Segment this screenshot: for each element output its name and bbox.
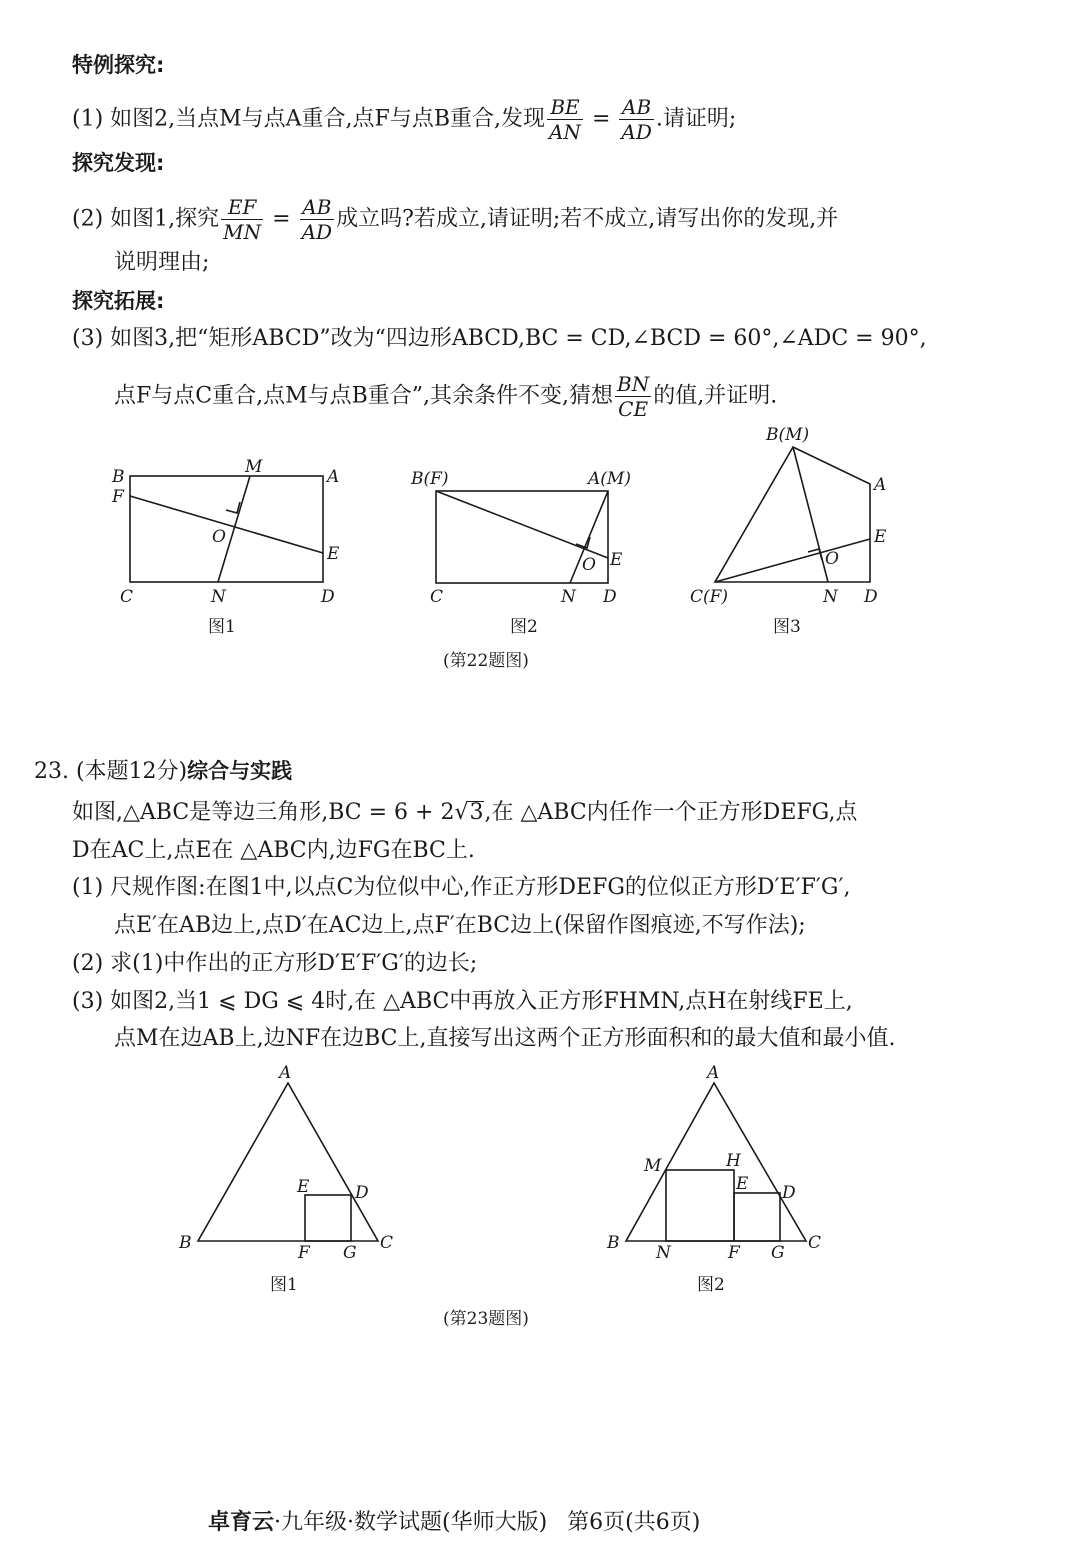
- fig23-1-label-b: B: [179, 1233, 192, 1253]
- fig23-2-label-n: N: [656, 1243, 671, 1263]
- q23-1-line1: (1) 尺规作图:在图1中,以点C为位似中心,作正方形DEFG的位似正方形D′E′F′G′,: [72, 875, 851, 900]
- fig23-1-label-f: F: [298, 1243, 310, 1263]
- discover-heading: 探究发现:: [72, 151, 165, 175]
- q23-intro-line2: D在AC上,点E在 △ABC内,边FG在BC上.: [72, 838, 475, 863]
- fig23-1-label-e: E: [297, 1177, 310, 1197]
- fig23-1-square-defg: [305, 1195, 351, 1241]
- sqrt-three: 3: [469, 800, 484, 825]
- q23-title-bold: 综合与实践: [187, 759, 293, 783]
- q22-3-line1: (3) 如图3,把“矩形ABCD”改为“四边形ABCD,BC = CD,∠BCD = 60°,∠ADC = 90°,: [72, 326, 927, 351]
- fig1-rectangle: [130, 476, 323, 582]
- figures-22-caption: (第22题图): [443, 651, 529, 671]
- q23-2: (2) 求(1)中作出的正方形D′E′F′G′的边长;: [72, 951, 478, 976]
- fig1-label-f: F: [112, 487, 124, 507]
- fig2-label-am: A(M): [588, 469, 631, 489]
- fig2-label-n: N: [561, 587, 576, 607]
- fig1-label-m: M: [245, 457, 263, 477]
- fig23-2-label-d: D: [782, 1183, 796, 1203]
- fig3-label-o: O: [825, 549, 839, 569]
- figures-23: [0, 1060, 1080, 1340]
- fig2-line-be: [436, 491, 608, 558]
- fig23-2-label-f: F: [728, 1243, 740, 1263]
- footer-text: ·九年级·数学试题(华师大版): [274, 1510, 548, 1535]
- fig1-label-d: D: [321, 587, 335, 607]
- extend-heading: 探究拓展:: [72, 289, 165, 313]
- fig1-line-fe: [130, 496, 323, 553]
- fig1-label-e: E: [327, 544, 340, 564]
- fig1-label-o: O: [212, 527, 226, 547]
- fig2-label-e: E: [610, 550, 623, 570]
- fig3-label-n: N: [823, 587, 838, 607]
- fig23-1-label-g: G: [343, 1243, 357, 1263]
- page-footer: [208, 1505, 700, 1536]
- figures-22: [0, 420, 1080, 680]
- fig2-label-d: D: [603, 587, 617, 607]
- fraction-ab-ad: $\frac{AB}{AD}$: [621, 95, 652, 144]
- fig3-label-bm: B(M): [766, 425, 810, 445]
- q23-title: 23. (本题12分)综合与实践: [34, 759, 293, 784]
- fig23-1-label-c: C: [380, 1233, 394, 1253]
- q23-3-line1: (3) 如图2,当1 ⩽ DG ⩽ 4时,在 △ABC中再放入正方形FHMN,点H在射线FE上,: [72, 989, 853, 1014]
- fig3-line-ce: [715, 539, 870, 582]
- fig1-label-b: B: [112, 467, 125, 487]
- footer-page: 第6页(共6页): [567, 1510, 701, 1535]
- fig23-2-caption: 图2: [697, 1275, 725, 1295]
- fig23-2-label-e: E: [736, 1174, 749, 1194]
- fig23-1-label-d: D: [355, 1183, 369, 1203]
- fig23-2-label-c: C: [808, 1233, 822, 1253]
- q22-2-prefix: (2) 如图1,探究: [72, 206, 220, 232]
- fig2-label-o: O: [582, 555, 596, 575]
- fig23-2-square-fhmn: [666, 1170, 734, 1241]
- fig3-label-d: D: [864, 587, 878, 607]
- figures-23-caption: (第23题图): [443, 1309, 529, 1329]
- fig23-1-caption: 图1: [270, 1275, 298, 1295]
- q22-1-prefix: (1) 如图2,当点M与点A重合,点F与点B重合,发现: [72, 106, 545, 132]
- fig3-label-cf: C(F): [690, 587, 729, 607]
- fraction-bn-ce: $\frac{BN}{CE}$: [617, 372, 650, 421]
- q22-1: (1) 如图2,当点M与点A重合,点F与点B重合,发现 $\frac{BE}{AN}$ = $\frac{AB}{AD}$ .请证明;: [72, 95, 737, 144]
- fig1-label-c: C: [120, 587, 134, 607]
- q22-3-line2: 点F与点C重合,点M与点B重合”,其余条件不变,猜想 $\frac{BN}{CE}$ 的值,并证明.: [114, 372, 778, 421]
- fig3-quadrilateral: [715, 447, 870, 582]
- fig1-label-n: N: [211, 587, 226, 607]
- fraction-be-an: $\frac{BE}{AN}$: [548, 95, 581, 144]
- fig1-right-angle: [226, 502, 240, 513]
- q22-2-suffix: 成立吗?若成立,请证明;若不成立,请写出你的发现,并: [336, 206, 839, 232]
- special-heading: 特例探究:: [72, 53, 165, 77]
- q22-2: (2) 如图1,探究 $\frac{EF}{MN}$ = $\frac{AB}{AD}$ 成立吗?若成立,请证明;若不成立,请写出你的发现,并: [72, 195, 839, 244]
- fig23-1-label-a: A: [279, 1063, 292, 1083]
- fig2-label-c: C: [430, 587, 444, 607]
- q23-1-line2: 点E′在AB边上,点D′在AC边上,点F′在BC边上(保留作图痕迹,不写作法);: [114, 913, 806, 938]
- q23-intro-line1: 如图,△ABC是等边三角形,BC = 6 + 2√3,在 △ABC内任作一个正方形DEFG,点: [72, 800, 858, 825]
- fig3-label-e: E: [874, 527, 887, 547]
- footer-brand: 卓育云: [208, 1510, 275, 1535]
- fraction-ef-mn: $\frac{EF}{MN}$: [223, 195, 262, 244]
- fig3-label-a: A: [874, 475, 887, 495]
- fig3-caption: 图3: [773, 617, 801, 637]
- q22-2-line2: 说明理由;: [114, 250, 210, 275]
- fraction-ab-ad-2: $\frac{AB}{AD}$: [301, 195, 333, 244]
- fig1-caption: 图1: [208, 617, 236, 637]
- q22-1-suffix: .请证明;: [655, 106, 737, 132]
- fig23-2-label-m: M: [644, 1156, 662, 1176]
- fig2-caption: 图2: [510, 617, 538, 637]
- fig23-2-label-g: G: [771, 1243, 785, 1263]
- fig1-label-a: A: [327, 467, 340, 487]
- fig3-line-bn: [793, 447, 828, 582]
- fig23-2-square-defg: [734, 1193, 780, 1241]
- fig23-2-label-h: H: [726, 1151, 741, 1171]
- fig23-2-label-b: B: [607, 1233, 620, 1253]
- fig2-label-bf: B(F): [411, 469, 449, 489]
- q23-3-line2: 点M在边AB上,边NF在边BC上,直接写出这两个正方形面积和的最大值和最小值.: [114, 1026, 896, 1051]
- fig23-2-label-a: A: [707, 1063, 720, 1083]
